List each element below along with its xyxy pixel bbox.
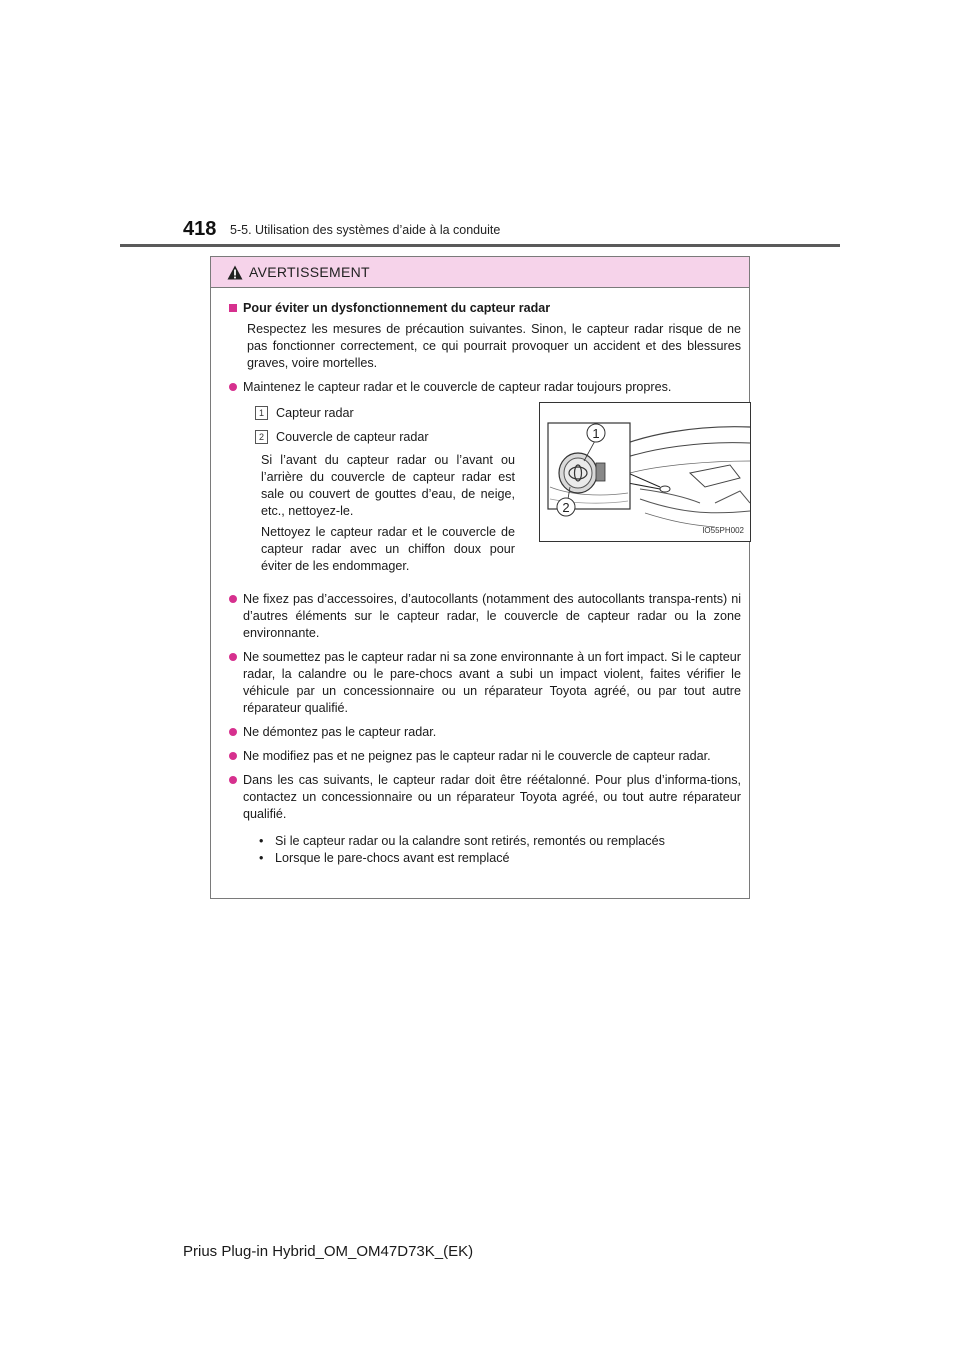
bullet-item (229, 379, 741, 396)
illustration-code: IO55PH002 (702, 526, 744, 535)
bullet-text: Maintenez le capteur radar et le couvercle de capteur radar toujours propres. (243, 380, 672, 394)
legend-column (247, 402, 515, 575)
cleaning-paragraph: Si l’avant du capteur radar ou l’avant ou l’arrière du couvercle de capteur radar est sale ou couvert de gouttes d’eau, de neige, etc., nettoyez-le. (261, 453, 515, 518)
sub-item-text: Si le capteur radar ou la calandre sont retirés, remontés ou remplacés (275, 834, 665, 848)
dot-bullet-icon (229, 776, 237, 784)
sub-item-list (259, 833, 741, 867)
warning-box (210, 256, 750, 899)
legend-item (247, 426, 515, 448)
intro-paragraph: Respectez les mesures de précaution suivantes. Sinon, le capteur radar risque de ne pas fonctionner correctement, ce qui pourrait provoquer un accident et des blessures graves, voire mortelles. (247, 322, 741, 370)
square-bullet-icon (229, 304, 237, 312)
footer-doc-id: Prius Plug-in Hybrid_OM_OM47D73K_(EK) (183, 1243, 474, 1260)
legend-label: Couvercle de capteur radar (276, 429, 429, 444)
dot-bullet-icon (229, 383, 237, 391)
sub-item-text: Lorsque le pare-chocs avant est remplacé (275, 851, 510, 865)
heading-text: Pour éviter un dysfonctionnement du capteur radar (243, 301, 551, 315)
bullet-item (229, 748, 741, 765)
dot-bullet-icon (229, 752, 237, 760)
dot-bullet-icon (229, 595, 237, 603)
warning-content (211, 288, 749, 867)
bullet-text: Ne modifiez pas et ne peignez pas le capteur radar ni le couvercle de capteur radar. (243, 749, 711, 763)
svg-text:2: 2 (562, 500, 570, 515)
legend-item (247, 402, 515, 424)
cleaning-paragraph: Nettoyez le capteur radar et le couvercle de capteur radar avec un chiffon doux pour éviter de les endommager. (261, 525, 515, 573)
bullet-text: Ne démontez pas le capteur radar. (243, 725, 437, 739)
warning-heading (229, 300, 741, 317)
bullet-item (229, 772, 741, 823)
dot-bullet-icon (229, 728, 237, 736)
header-rule (120, 244, 840, 247)
bullet-item (229, 649, 741, 717)
bullet-text: Ne soumettez pas le capteur radar ni sa zone environnante à un fort impact. Si le capteur radar, la calandre ou le pare-chocs avant a subi un impact violent, faites vérifier le véhicule par un concessionnaire ou un réparateur Toyota agréé, ou par tout autre réparateur qualifié. (243, 650, 741, 715)
warning-triangle-icon (227, 265, 243, 280)
legend-number: 2 (255, 430, 268, 444)
sub-bullet-icon: • (259, 834, 264, 848)
bullet-item (229, 724, 741, 741)
car-front-radar-drawing (540, 403, 750, 541)
sensor-figure-section (247, 402, 744, 584)
sub-item (259, 850, 741, 867)
warning-header (211, 257, 749, 288)
legend-number: 1 (255, 406, 268, 420)
radar-sensor-illustration (539, 402, 751, 542)
section-title: 5-5. Utilisation des systèmes d’aide à la conduite (230, 223, 501, 237)
page-number: 418 (183, 218, 217, 240)
svg-text:1: 1 (592, 426, 600, 441)
sub-bullet-icon: • (259, 851, 264, 865)
sub-item (259, 833, 741, 850)
bullet-text: Ne fixez pas d’accessoires, d’autocollants (notamment des autocollants transpa-rents) ni d’autres éléments sur le capteur radar, le couvercle de capteur radar ou la zone environnante. (243, 592, 741, 640)
legend-label: Capteur radar (276, 405, 354, 420)
warning-title: AVERTISSEMENT (249, 264, 370, 280)
bullet-text: Dans les cas suivants, le capteur radar doit être réétalonné. Pour plus d’informa-tions, contactez un concessionnaire ou un réparateur Toyota agréé, ou tout autre réparateur qualifié. (243, 773, 741, 821)
dot-bullet-icon (229, 653, 237, 661)
bullet-item (229, 591, 741, 642)
